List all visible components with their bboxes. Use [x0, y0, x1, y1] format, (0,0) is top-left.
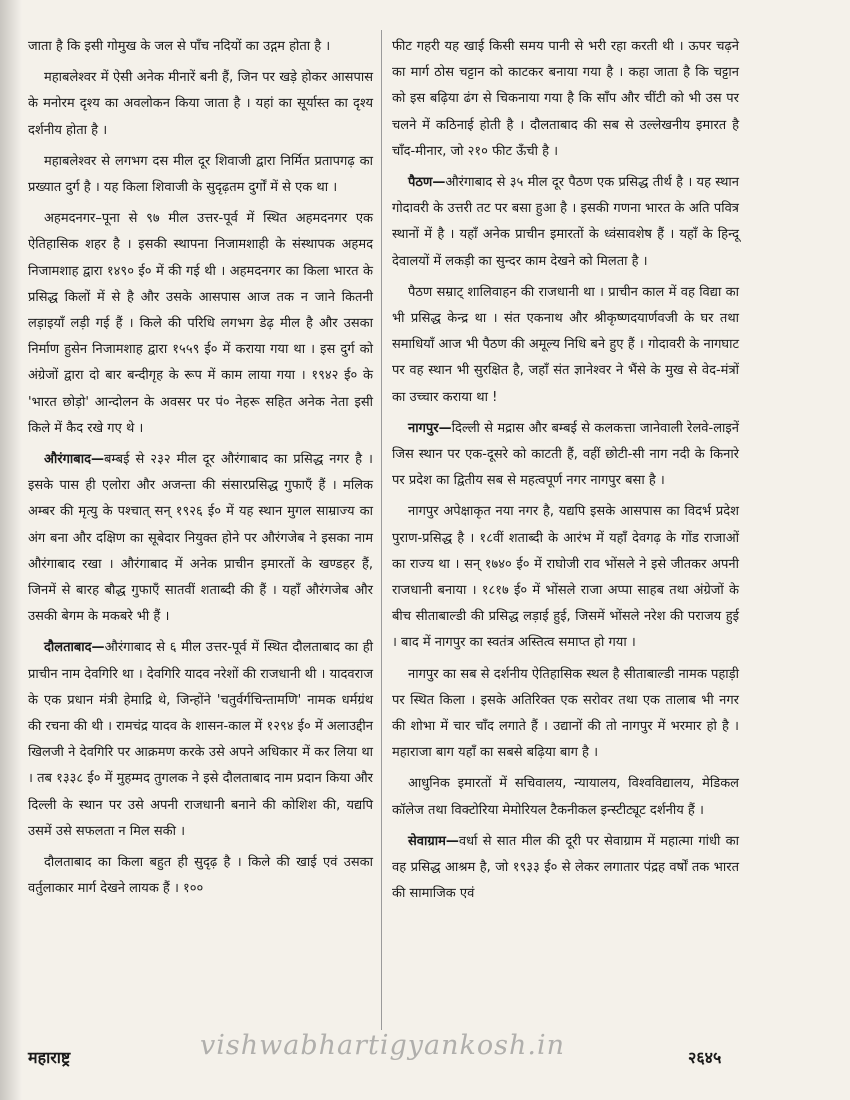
- paragraph: महाबलेश्वर में ऐसी अनेक मीनारें बनी हैं, जिन पर खड़े होकर आसपास के मनोरम दृश्य का अवलोकन किया जाता है । यहां का सूर्यास्त का दृश्य दर्शनीय होता है ।: [28, 70, 373, 138]
- paragraph-text: बम्बई से २३२ मील दूर औरंगाबाद का प्रसिद्ध नगर है । इसके पास ही एलोरा और अजन्ता की संसारप्रसिद्ध गुफाएँ हैं । मलिक अम्बर की मृत्यु के पश्चात् सन् १९२६ ई० में यह स्थान मुगल साम्राज्य का अंग बना और दक्षिण का सूबेदार नियुक्त होने पर औरंगजेब ने इसका नाम औरंगाबाद रखा । औरंगाबाद में अनेक प्राचीन इमारतों के खण्डहर हैं, जिनमें से बारह बौद्ध गुफाएँ सातवीं शताब्दी की हैं । यहाँ औरंगजेब और उसकी बेगम के मकबरे भी हैं ।: [28, 452, 373, 625]
- paragraph-text: वर्धा से सात मील की दूरी पर सेवाग्राम में महात्मा गांधी का वह प्रसिद्ध आश्रम है, जो १९३३ ई० से लेकर लगातार पंद्रह वर्षों तक भारत की सामाजिक एवं: [392, 833, 739, 902]
- paragraph: नागपुर का सब से दर्शनीय ऐतिहासिक स्थल है सीताबाल्डी नामक पहाड़ी पर स्थित किला । इसके अतिरिक्त एक सरोवर तथा एक तालाब भी नगर की शोभा में चार चाँद लगाते हैं । उद्यानों की तो नागपुर में भरमार हो है । महाराजा बाग यहाँ का सबसे बढ़िया बाग है ।: [392, 666, 739, 761]
- paragraph: पैठण सम्राट् शालिवाहन की राजधानी था । प्राचीन काल में वह विद्या का भी प्रसिद्ध केन्द्र था । संत एकनाथ और श्रीकृष्णदयार्णवजी के घर तथा समाधियाँ आज भी पैठण की अमूल्य निधि बने हुए हैं । गोदावरी के नागघाट पर वह स्थान भी सुरक्षित है, जहाँ संत ज्ञानेश्वर ने भैंसे के मुख से वेद-मंत्रों का उच्चार कराया था !: [392, 284, 739, 405]
- watermark: vishwabhartigyankosh.in: [200, 1030, 565, 1061]
- section-heading: नागपुर—: [408, 420, 452, 436]
- column-divider: [381, 30, 382, 1030]
- paragraph-text: औरंगाबाद से ३५ मील दूर पैठण एक प्रसिद्ध तीर्थ है । यह स्थान गोदावरी के उत्तरी तट पर बसा हुआ है । इसकी गणना भारत के अति पवित्र स्थानों में है । यहाँ अनेक प्राचीन इमारतों के ध्वंसावशेष हैं । यहाँ के हिन्दू देवालयों में लकड़ी का सुन्दर काम देखने को मिलता है ।: [392, 175, 739, 269]
- paragraph: फीट गहरी यह खाई किसी समय पानी से भरी रहा करती थी । ऊपर चढ़ने का मार्ग ठोस चट्टान को काटकर बनाया गया है । कहा जाता है कि चट्टान को इस बढ़िया ढंग से चिकनाया गया है कि साँप और चींटी को भी उस पर चलने में कठिनाई होती है । दौलताबाद की सब से उल्लेखनीय इमारत है चाँद-मीनार, जो २१० फीट ऊँची है ।: [392, 39, 739, 159]
- section-heading: पैठण—: [408, 175, 446, 191]
- paragraph-sevagram: [392, 829, 739, 908]
- right-column: [392, 34, 739, 913]
- page-number: २६४५: [688, 1048, 722, 1067]
- paragraph-text: दिल्ली से मद्रास और बम्बई से कलकत्ता जानेवाली रेलवे-लाइनें जिस स्थान पर एक-दूसरे को काटती हैं, वहीं छोटी-सी नाग नदी के किनारे पर प्रदेश का द्वितीय सब से महत्वपूर्ण नगर नागपुर बसा है ।: [392, 420, 739, 489]
- section-footer: महाराष्ट्र: [28, 1048, 71, 1067]
- paragraph-aurangabad: [28, 447, 373, 630]
- paragraph: नागपुर अपेक्षाकृत नया नगर है, यद्यपि इसके आसपास का विदर्भ प्रदेश पुराण-प्रसिद्ध है । १८वीं शताब्दी के आरंभ में यहाँ देवगढ़ के गोंड राजाओं का राज्य था । सन् १७४० ई० में राघोजी राव भोंसले ने इसे जीतकर अपनी राजधानी बनाया । १८१७ ई० में भोंसले राजा अप्पा साहब तथा अंग्रेजों के बीच सीताबाल्डी की प्रसिद्ध लड़ाई हुई, जिसमें भोंसले नरेश की पराजय हुई । बाद में नागपुर का स्वतंत्र अस्तित्व समाप्त हो गया ।: [392, 504, 739, 651]
- section-heading: दौलताबाद—: [44, 640, 105, 656]
- paragraph-nagpur: [392, 416, 739, 495]
- left-column: [28, 34, 373, 908]
- paragraph: आधुनिक इमारतों में सचिवालय, न्यायालय, विश्वविद्यालय, मेडिकल कॉलेज तथा विक्टोरिया मेमोरियल टैकनीकल इन्स्टीट्यूट दर्शनीय हैं ।: [392, 776, 739, 818]
- section-heading: सेवाग्राम—: [408, 833, 459, 849]
- paragraph: अहमदनगर–पूना से ९७ मील उत्तर-पूर्व में स्थित अहमदनगर एक ऐतिहासिक शहर है । इसकी स्थापना निजामशाही के संस्थापक अहमद निजामशाह द्वारा १४९० ई० में की गई थी । अहमदनगर का किला भारत के प्रसिद्ध किलों में से है और उसके आसपास आज तक न जाने कितनी लड़ाइयाँ लड़ी गई हैं । किले की परिधि लगभग डेढ़ मील है और उसका निर्माण हुसेन निजामशाह द्वारा १५५९ ई० में कराया गया था । इस दुर्ग को अंग्रेजों द्वारा दो बार बन्दीगृह के रूप में काम लाया गया । १९४२ ई० के 'भारत छोड़ो' आन्दोलन के अवसर पर पं० नेहरू सहित अनेक नेता इसी किले में कैद रखे गए थे ।: [28, 211, 373, 436]
- paragraph-text: औरंगाबाद से ६ मील उत्तर-पूर्व में स्थित दौलताबाद का ही प्राचीन नाम देवगिरि था । देवगिरि यादव नरेशों की राजधानी थी । यादवराज के एक प्रधान मंत्री हेमाद्रि थे, जिन्होंने 'चतुर्वर्गचिन्तामणि' नामक धर्मग्रंथ की रचना की थी । रामचंद्र यादव के शासन-काल में १२९४ ई० में अलाउद्दीन खिलजी ने देवगिरि पर आक्रमण करके उसे अपने अधिकार में कर लिया था । तब १३३८ ई० में मुहम्मद तुगलक ने इसे दौलताबाद नाम प्रदान किया और दिल्ली के स्थान पर उसे अपनी राजधानी बनाने की कोशिश की, यद्यपि उसमें उसे सफलता न मिल सकी ।: [28, 640, 373, 839]
- section-heading: औरंगाबाद—: [44, 452, 104, 468]
- paragraph-paithan: [392, 170, 739, 275]
- paragraph: जाता है कि इसी गोमुख के जल से पाँच नदियों का उद्गम होता है ।: [28, 39, 331, 54]
- paragraph-daulatabad: [28, 635, 373, 845]
- binding-shadow: [0, 0, 22, 1100]
- paragraph: महाबलेश्वर से लगभग दस मील दूर शिवाजी द्वारा निर्मित प्रतापगढ़ का प्रख्यात दुर्ग है । यह किला शिवाजी के सुदृढ़तम दुर्गों में से एक था ।: [28, 153, 373, 196]
- paragraph: दौलताबाद का किला बहुत ही सुदृढ़ है । किले की खाई एवं उसका वर्तुलाकार मार्ग देखने लायक हैं । १००: [28, 855, 373, 897]
